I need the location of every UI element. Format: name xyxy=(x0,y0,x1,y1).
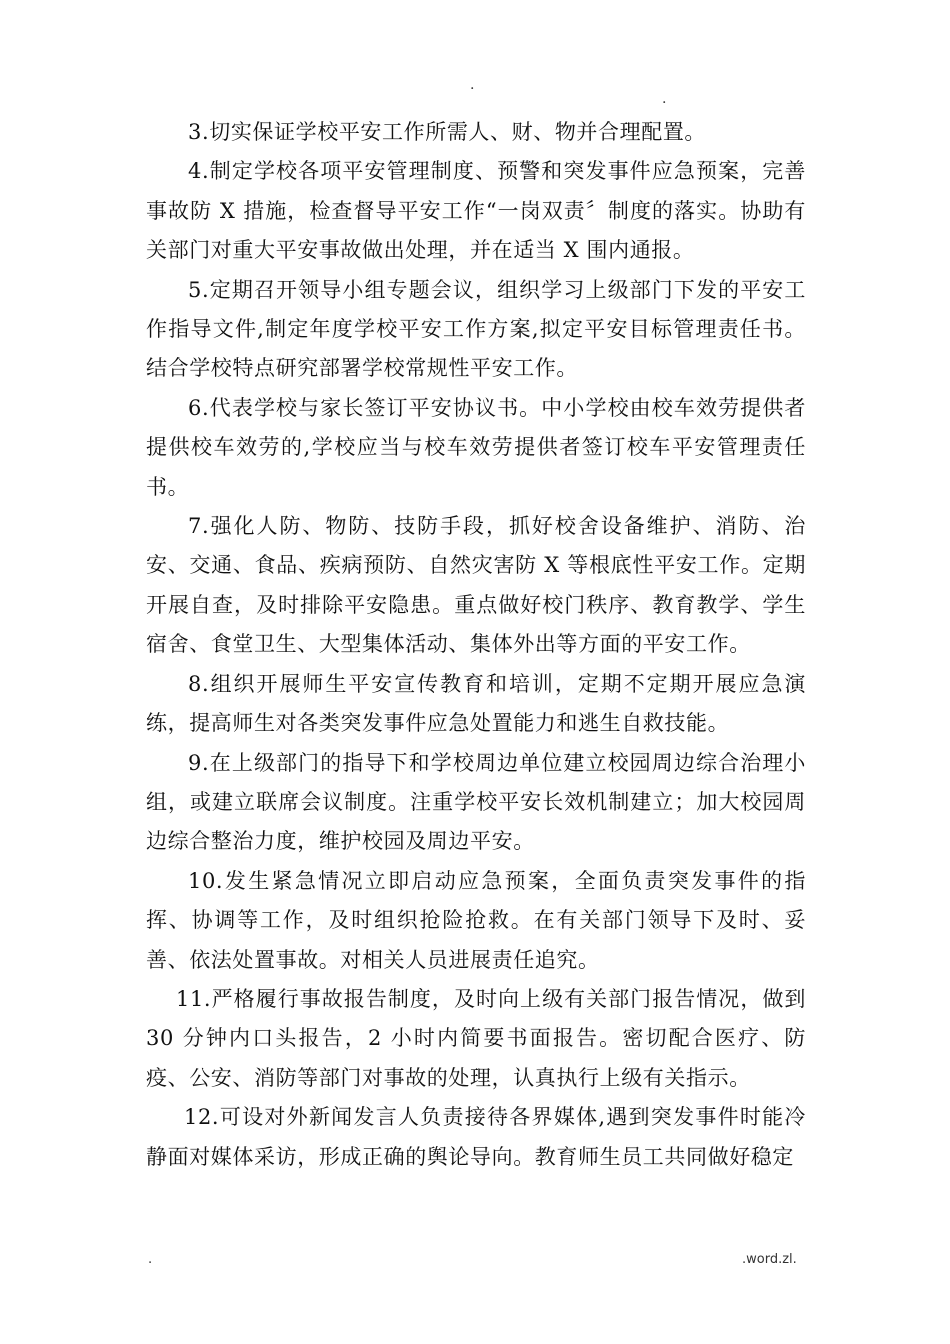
paragraph-9: 9.在上级部门的指导下和学校周边单位建立校园周边综合治理小组，或建立联席会议制度。注重学校平安长效机制建立；加大校园周边综合整治力度，维护校园及周边平安。 xyxy=(146,750,806,854)
paragraph-3: 3.切实保证学校平安工作所需人、财、物并合理配置。 xyxy=(188,120,707,144)
footer-left-dot: . xyxy=(148,1252,153,1267)
header-dot-right: . xyxy=(662,91,667,107)
footer-right-text: .word.zl. xyxy=(742,1252,797,1267)
document-body xyxy=(146,113,806,1177)
paragraph-5: 5.定期召开领导小组专题会议，组织学习上级部门下发的平安工作指导文件,制定年度学校平安工作方案,拟定平安目标管理责任书。结合学校特点研究部署学校常规性平安工作。 xyxy=(146,277,806,381)
paragraph-11: 11.严格履行事故报告制度，及时向上级有关部门报告情况，做到 30 分钟内口头报告，2 小时内简要书面报告。密切配合医疗、防疫、公安、消防等部门对事故的处理，认真执行上级有关指示。 xyxy=(146,986,806,1090)
paragraph-6: 6.代表学校与家长签订平安协议书。中小学校由校车效劳提供者提供校车效劳的,学校应当与校车效劳提供者签订校车平安管理责任书。 xyxy=(146,395,806,499)
header-dot-center: . xyxy=(470,77,475,93)
paragraph-8: 8.组织开展师生平安宣传教育和培训，定期不定期开展应急演练，提高师生对各类突发事件应急处置能力和逃生自救技能。 xyxy=(146,671,806,736)
paragraph-7: 7.强化人防、物防、技防手段，抓好校舍设备维护、消防、治安、交通、食品、疾病预防、自然灾害防 X 等根底性平安工作。定期开展自查，及时排除平安隐患。重点做好校门秩序、教育教学、学生宿舍、食堂卫生、大型集体活动、集体外出等方面的平安工作。 xyxy=(146,514,806,657)
paragraph-10: 10.发生紧急情况立即启动应急预案，全面负责突发事件的指挥、协调等工作，及时组织抢险抢救。在有关部门领导下及时、妥善、依法处置事故。对相关人员进展责任追究。 xyxy=(146,868,806,972)
paragraph-12: 12.可设对外新闻发言人负责接待各界媒体,遇到突发事件时能冷静面对媒体采访，形成正确的舆论导向。教育师生员工共同做好稳定 xyxy=(146,1105,806,1169)
paragraph-4: 4.制定学校各项平安管理制度、预警和突发事件应急预案，完善事故防 X 措施，检查督导平安工作“一岗双责〞制度的落实。协助有关部门对重大平安事故做出处理，并在适当 X 围内通报。 xyxy=(146,159,806,263)
